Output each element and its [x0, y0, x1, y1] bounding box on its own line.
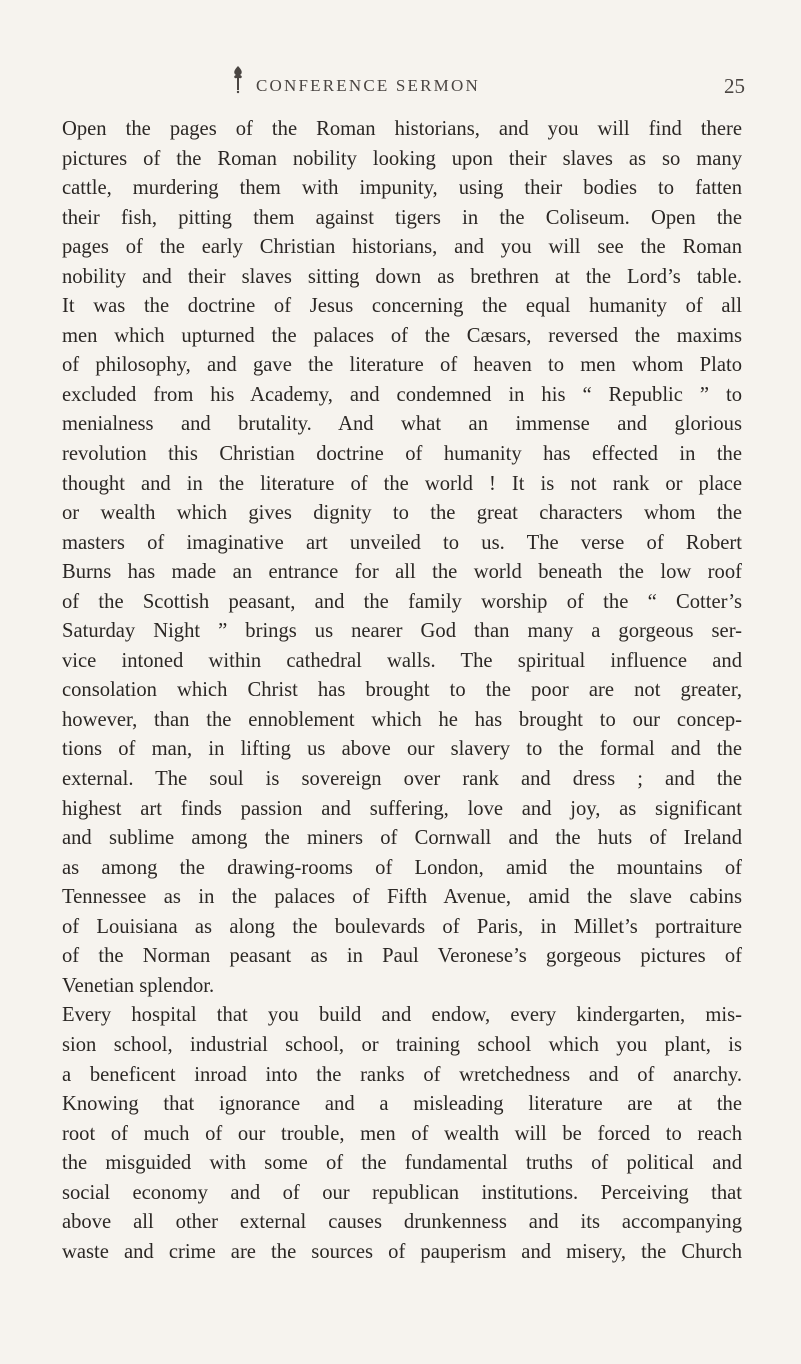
text-line: vice intoned within cathedral walls. The spiritual influence and	[62, 649, 742, 672]
text-line: however, than the ennoblement which he has brought to our concep-	[62, 708, 742, 731]
paragraph-1	[62, 115, 742, 1001]
running-head-title: CONFERENCE SERMON	[256, 76, 480, 95]
text-line: highest art finds passion and suffering, love and joy, as significant	[62, 797, 742, 820]
text-line: Open the pages of the Roman historians, and you will find there	[62, 118, 742, 140]
text-line: social economy and of our republican institutions. Perceiving that	[62, 1181, 742, 1204]
text-line: root of much of our trouble, men of wealth will be forced to reach	[62, 1122, 742, 1145]
text-line: thought and in the literature of the world ! It is not rank or place	[62, 472, 742, 495]
text-line: masters of imaginative art unveiled to us. The verse of Robert	[62, 531, 742, 554]
body-text	[62, 115, 742, 1267]
text-line: Tennessee as in the palaces of Fifth Avenue, amid the slave cabins	[62, 886, 742, 909]
text-line: waste and crime are the sources of pauperism and misery, the Church	[62, 1240, 742, 1263]
text-line: their fish, pitting them against tigers in the Coliseum. Open the	[62, 206, 742, 229]
text-line: of philosophy, and gave the literature of heaven to men whom Plato	[62, 354, 742, 377]
text-line: the misguided with some of the fundamental truths of political and	[62, 1152, 742, 1175]
page-number: 25	[724, 74, 745, 98]
fleuron-icon	[231, 64, 245, 94]
text-line: and sublime among the miners of Cornwall and the huts of Ireland	[62, 827, 742, 850]
text-line: pictures of the Roman nobility looking upon their slaves as so many	[62, 147, 742, 170]
text-line: men which upturned the palaces of the Cæsars, reversed the maxims	[62, 324, 742, 347]
text-line: consolation which Christ has brought to the poor are not greater,	[62, 679, 742, 702]
text-line: pages of the early Christian historians, and you will see the Roman	[62, 236, 742, 259]
text-line: Saturday Night ” brings us nearer God than many a gorgeous ser-	[62, 620, 742, 643]
text-line: menialness and brutality. And what an immense and glorious	[62, 413, 742, 436]
text-line: a beneficent inroad into the ranks of wretchedness and of anarchy.	[62, 1063, 742, 1086]
text-line: or wealth which gives dignity to the great characters whom the	[62, 502, 742, 525]
text-line: above all other external causes drunkenness and its accompanying	[62, 1211, 742, 1234]
text-line: It was the doctrine of Jesus concerning the equal humanity of all	[62, 295, 742, 318]
text-line: cattle, murdering them with impunity, using their bodies to fatten	[62, 177, 742, 200]
text-line: as among the drawing-rooms of London, amid the mountains of	[62, 856, 742, 879]
text-line: Venetian splendor.	[62, 974, 215, 997]
text-line: nobility and their slaves sitting down as brethren at the Lord’s table.	[62, 265, 742, 288]
text-line: excluded from his Academy, and condemned in his “ Republic ” to	[62, 383, 742, 406]
text-line: Every hospital that you build and endow, every kindergarten, mis-	[62, 1004, 742, 1027]
text-line: sion school, industrial school, or training school which you plant, is	[62, 1033, 742, 1056]
text-line: revolution this Christian doctrine of humanity has effected in the	[62, 443, 742, 466]
text-line: Knowing that ignorance and a misleading literature are at the	[62, 1093, 742, 1116]
text-line: Burns has made an entrance for all the world beneath the low roof	[62, 561, 742, 584]
text-line: of Louisiana as along the boulevards of Paris, in Millet’s portraiture	[62, 915, 742, 938]
text-line: of the Scottish peasant, and the family worship of the “ Cotter’s	[62, 590, 742, 613]
text-line: tions of man, in lifting us above our slavery to the formal and the	[62, 738, 742, 761]
text-line: external. The soul is sovereign over rank and dress ; and the	[62, 768, 742, 791]
paragraph-2	[62, 1001, 742, 1267]
running-head	[0, 72, 801, 100]
text-line: of the Norman peasant as in Paul Veronese’s gorgeous pictures of	[62, 945, 742, 968]
